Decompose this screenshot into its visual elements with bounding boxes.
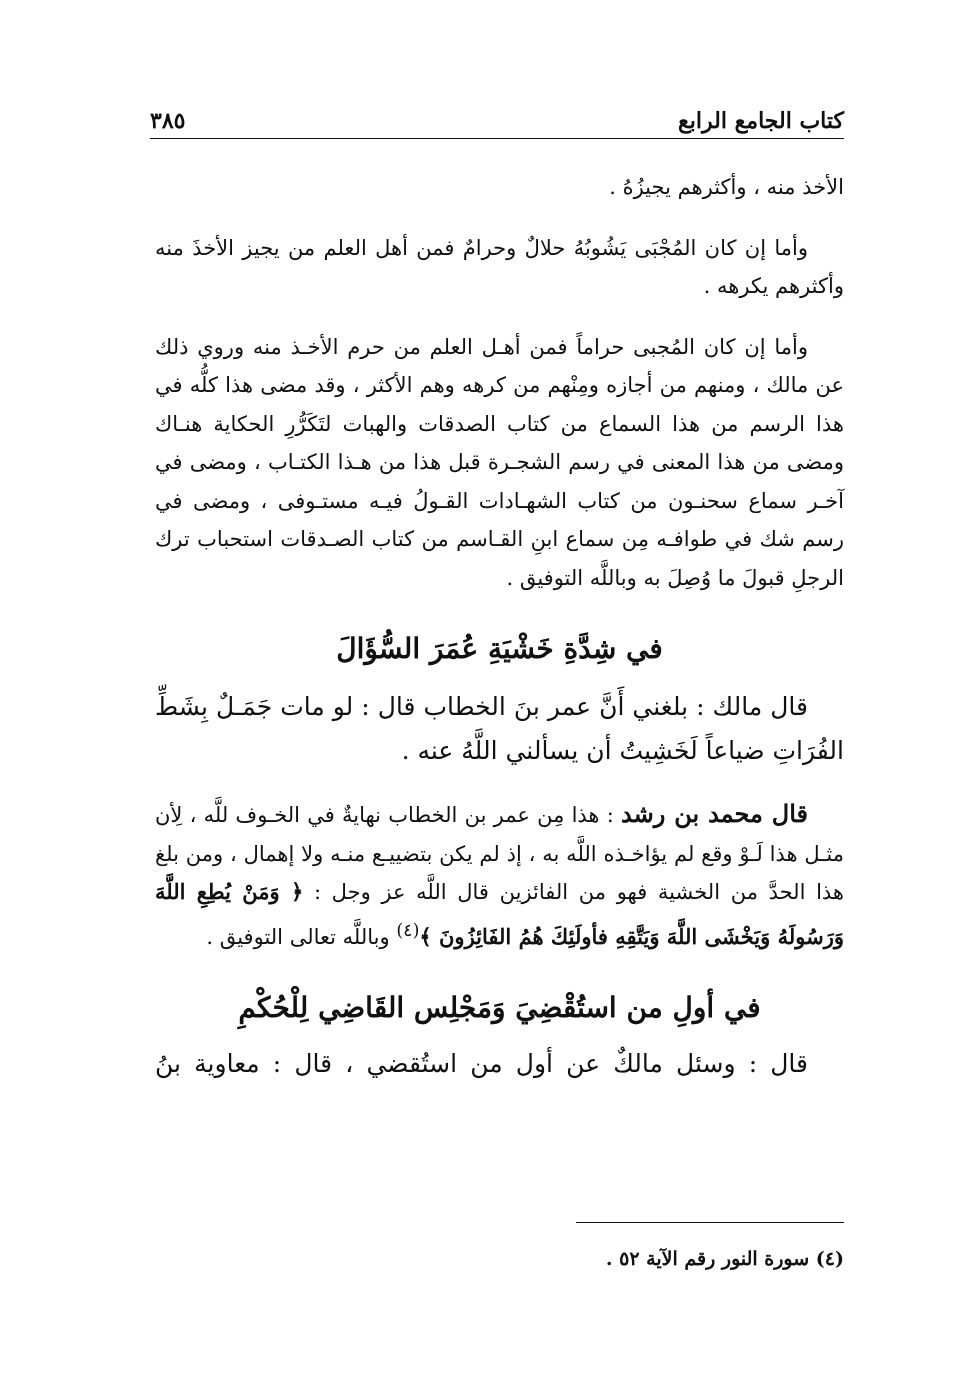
- footnote: (٤) سورة النور رقم الآية ٥٢ .: [605, 1248, 844, 1270]
- section-2-paragraph: قال : وسئل مالكٌ عن أول من استُقضي ، قال : معاوية بنُ: [155, 1049, 808, 1078]
- paragraph-2: وأما إن كان المُجْبَى يَشُوبُهُ حلالٌ وحرامٌ فمن أهل العلم من يجيز الأخذَ منه وأكثرهم يكرهه .: [155, 235, 844, 298]
- page-number: ٣٨٥: [150, 108, 186, 134]
- hadith-paragraph: قال مالك : بلغني أَنَّ عمر بنَ الخطاب قال : لو مات جَمَـلٌ بِشَطِّ الفُرَاتِ ضياعاً لَخَشِيتُ أن يسألني اللَّهُ عنه .: [155, 692, 844, 765]
- commentary-text-1: : هذا مِن عمر بن الخطاب نهايةٌ في الخـوف للَّه ، لِأن مثـل هذا لَـوْ وقع لم يؤاخـذه اللَّه به ، إذ لم يكن بتضييـع منـه ولا إهمال ، ومن بلغ هذا الحدَّ من الخشية فهو من الفائزين قال اللَّه عز وجل :: [155, 803, 845, 904]
- commentary-speaker: قال محمد بن رشد: [621, 799, 809, 828]
- commentary-paragraph: [155, 795, 844, 956]
- footnote-reference: (٤): [396, 920, 420, 941]
- quran-verse: ﴿ وَمَنْ يُطِعِ اللَّهَ وَرَسُولَهُ وَيَخْشَى اللَّهَ وَيَتَّقِهِ فأولَئِكَ هُمُ الفَائِزُونَ ﴾: [155, 879, 844, 949]
- footnote-rule: [576, 1222, 844, 1223]
- section-heading-2: في أولِ من استُقْضِيَ وَمَجْلِس القَاضِي لِلْحُكْمِ: [238, 991, 761, 1024]
- book-title: كتاب الجامع الرابع: [678, 108, 844, 134]
- paragraph-3: وأما إن كان المُجبى حراماً فمن أهـل العلم من حرم الأخـذ منه وروي ذلك عن مالك ، ومنهم من أجازه ومِنْهم من كرهه وهم الأكثر ، وقد مضى هذا كلُّه في هذا الرسم من هذا السماع من كتاب الصدقات والهبات لتَكَرُّرِ الحكاية هنـاك ومضى من هذا المعنى في رسم الشجـرة قبل هذا من هـذا الكتـاب ، ومضى في آخـر سماع سحنـون من كتاب الشهـادات القـولُ فيـه مستـوفى ، ومضى في رسم شك في طوافـه مِن سماع ابنِ القـاسم من كتاب الصـدقات استحباب ترك الرجلِ قبولَ ما وُصِلَ به وباللَّه التوفيق .: [155, 334, 844, 590]
- paragraph-1: الأخذ منه ، وأكثرهم يجيزُهُ .: [609, 175, 844, 199]
- main-text: [155, 168, 844, 1086]
- section-heading-1: في شِدَّةِ خَشْيَةِ عُمَرَ السُّؤَالَ: [336, 632, 663, 665]
- commentary-text-2: وباللَّه تعالى التوفيق .: [206, 924, 397, 949]
- running-header: [150, 98, 844, 134]
- header-rule: [150, 138, 844, 139]
